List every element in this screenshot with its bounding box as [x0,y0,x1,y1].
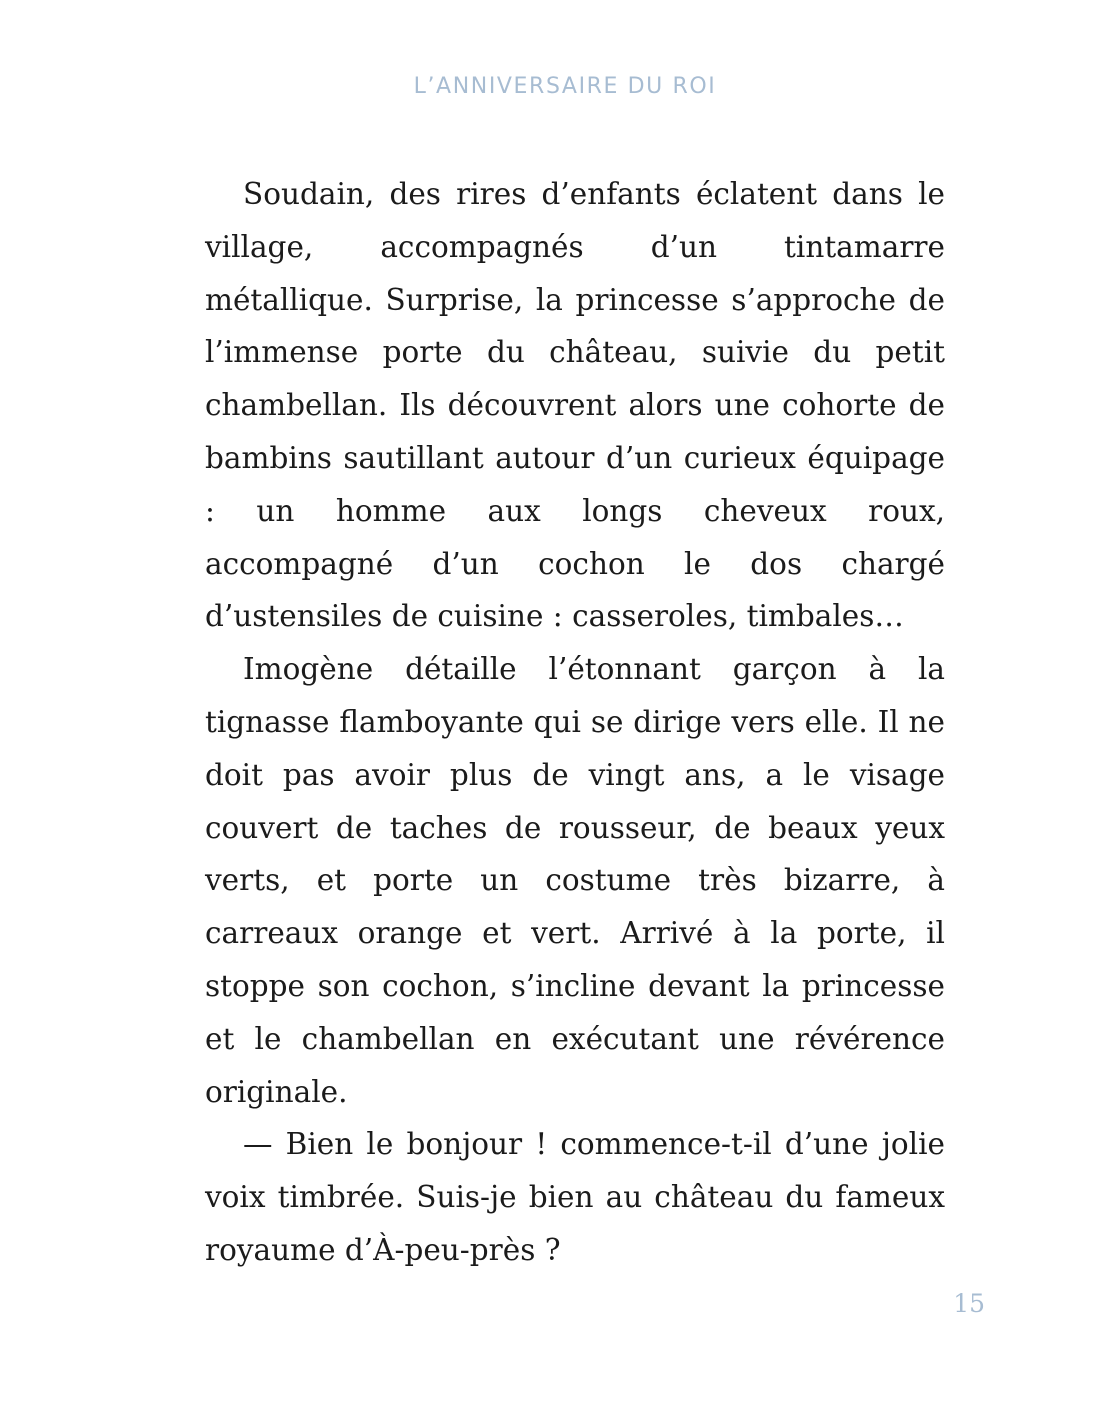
body-text [205,168,945,1277]
paragraph-2: Imogène détaille l’étonnant garçon à la tignasse flamboyante qui se dirige vers elle. Il ne doit pas avoir plus de vingt ans, a le visage couvert de taches de rousseur, de beaux yeux verts, et porte un costume très bizarre, à carreaux orange et vert. Arrivé à la porte, il stoppe son cochon, s’incline devant la princesse et le chambellan en exécutant une révérence originale. [205,652,945,1109]
running-header: L’ANNIVERSAIRE DU ROI [413,74,717,99]
paragraph-3: — Bien le bonjour ! commence-t-il d’une jolie voix timbrée. Suis-je bien au château du fameux royaume d’À-peu-près ? [205,1127,945,1267]
page-number: 15 [953,1289,985,1318]
paragraph-1: Soudain, des rires d’enfants éclatent dans le village, accompagnés d’un tintamarre métallique. Surprise, la princesse s’approche de l’immense porte du château, suivie du petit chambellan. Ils découvrent alors une cohorte de bambins sautillant autour d’un curieux équipage : un homme aux longs cheveux roux, accompagné d’un cochon le dos chargé d’ustensiles de cuisine : casseroles, timbales… [205,177,945,634]
